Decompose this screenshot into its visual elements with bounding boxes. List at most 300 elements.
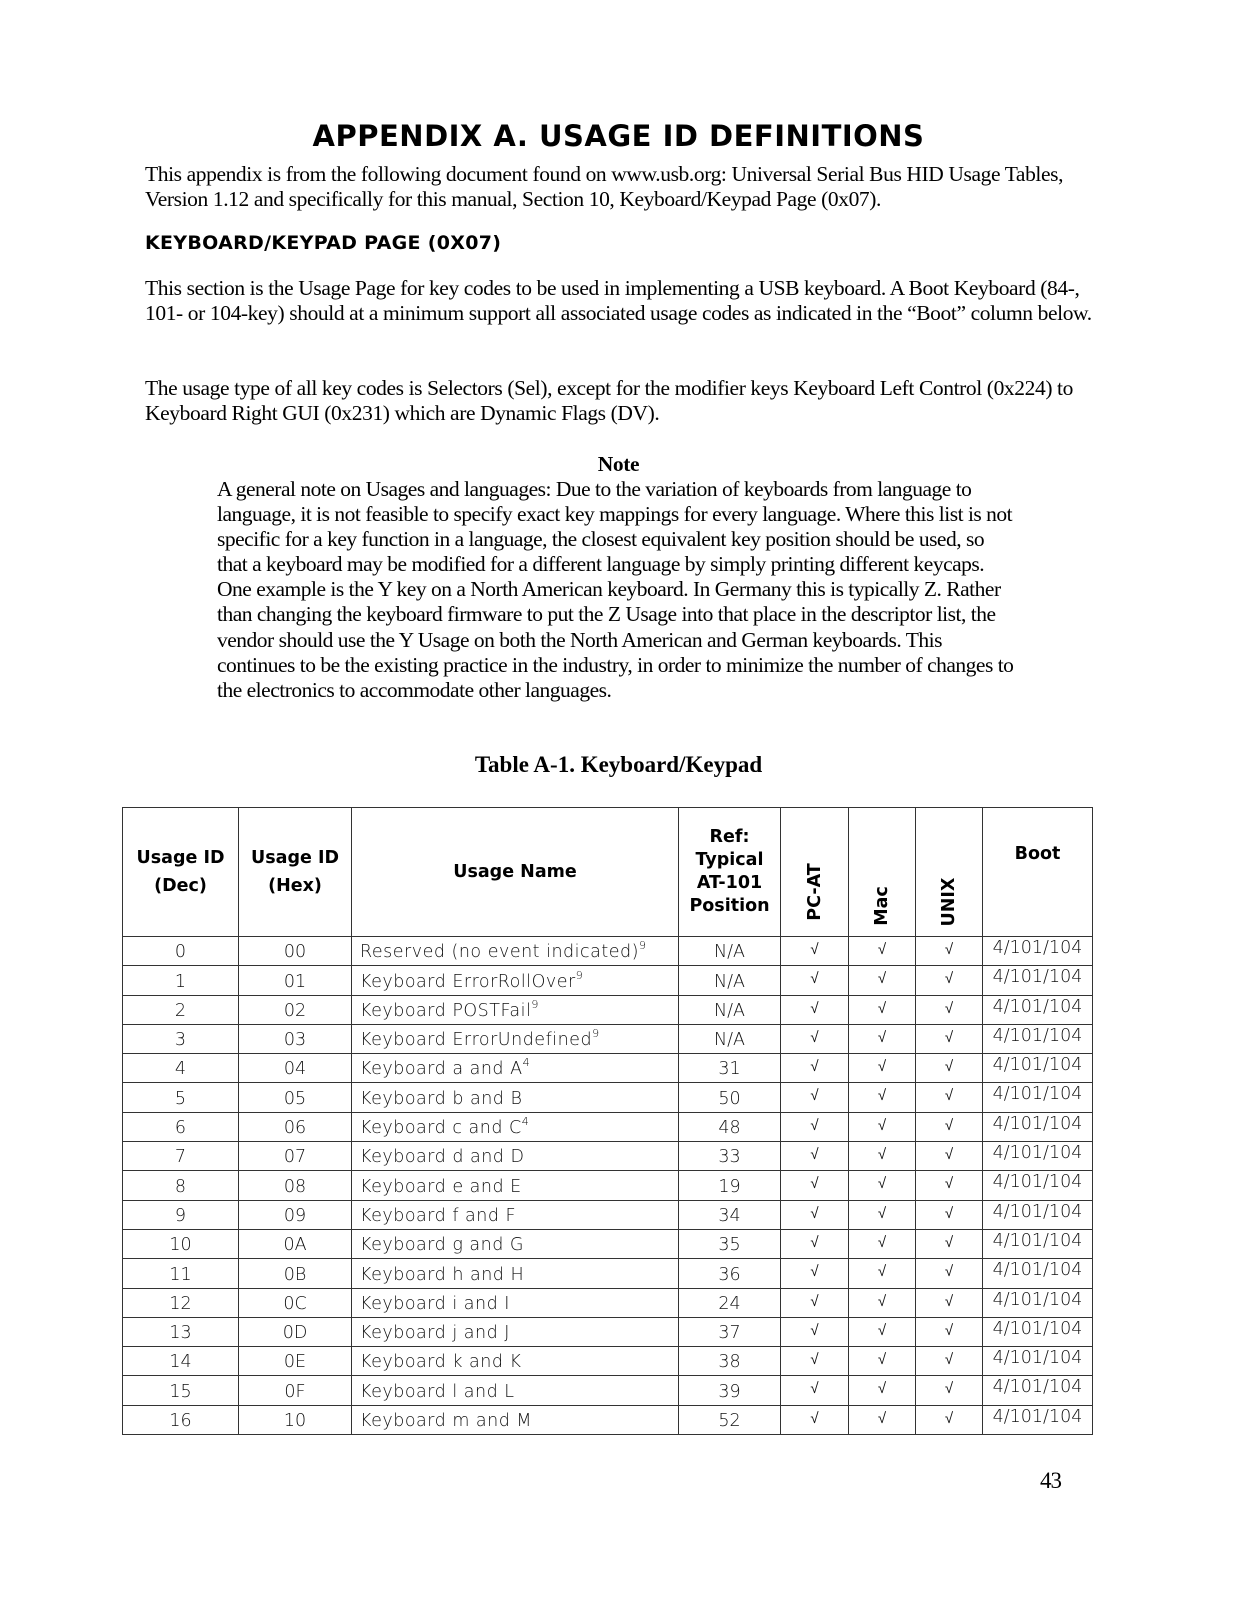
cell-boot-text: 4/101/104	[992, 1172, 1083, 1193]
cell-mac	[849, 1288, 916, 1317]
table-row	[123, 1200, 1093, 1229]
cell-unix-text: √	[944, 940, 954, 958]
cell-usage-name-text: Keyboard k and K	[360, 1352, 522, 1373]
cell-usage-id-hex	[239, 995, 352, 1024]
cell-mac	[849, 966, 916, 995]
cell-ref-position-text: 48	[718, 1118, 741, 1139]
cell-pc-at-text: √	[810, 1145, 819, 1164]
header-usage-id-hex-line1: Usage ID	[251, 848, 339, 868]
header-usage-name: Usage Name	[352, 808, 679, 937]
cell-usage-name-text: Keyboard b and B	[360, 1088, 523, 1109]
cell-ref-position-text: N/A	[714, 1000, 745, 1021]
cell-usage-id-hex	[239, 1024, 352, 1053]
cell-boot-text: 4/101/104	[992, 1318, 1083, 1339]
cell-unix	[916, 1024, 983, 1053]
cell-mac-text: √	[877, 1232, 887, 1251]
header-ref-position	[679, 808, 781, 937]
cell-mac	[849, 1317, 916, 1346]
cell-usage-name-text: Keyboard ErrorUndefined	[360, 1030, 593, 1051]
cell-pc-at-text: √	[810, 969, 819, 988]
cell-unix	[916, 1317, 983, 1346]
footnote-marker: 9	[638, 939, 647, 953]
cell-unix-text: √	[944, 1232, 954, 1251]
cell-unix-text: √	[944, 1262, 954, 1281]
cell-pc-at-text: √	[810, 1262, 819, 1281]
cell-usage-id-hex	[239, 1376, 352, 1405]
cell-usage-id-dec-text: 16	[169, 1411, 192, 1432]
cell-mac-text: √	[877, 1057, 887, 1076]
cell-unix-text: √	[944, 1115, 954, 1134]
footnote-marker: 9	[575, 968, 584, 982]
table-row	[123, 1405, 1093, 1434]
cell-boot	[983, 1347, 1093, 1376]
cell-ref-position-text: 37	[718, 1323, 741, 1344]
cell-usage-name-text: Keyboard l and L	[360, 1381, 515, 1402]
table-row	[123, 1054, 1093, 1083]
table-row	[123, 1112, 1093, 1141]
cell-ref-position-text: 31	[718, 1059, 741, 1080]
cell-boot-text: 4/101/104	[992, 996, 1083, 1017]
cell-pc-at	[781, 1259, 849, 1288]
header-usage-id-dec-line2: (Dec)	[154, 876, 207, 896]
cell-mac	[849, 1112, 916, 1141]
cell-ref-position-text: 35	[718, 1235, 741, 1256]
footnote-marker: 4	[522, 1056, 531, 1070]
footnote-marker: 4	[521, 1115, 530, 1129]
cell-usage-id-hex	[239, 937, 352, 966]
cell-usage-name	[352, 937, 679, 966]
cell-boot-text: 4/101/104	[992, 1201, 1083, 1222]
cell-mac-text: √	[877, 1291, 887, 1310]
header-ref-line3: AT-101	[696, 873, 763, 893]
header-usage-id-hex-line2: (Hex)	[268, 876, 322, 896]
cell-pc-at	[781, 1083, 849, 1112]
table-row	[123, 1083, 1093, 1112]
cell-ref-position-text: N/A	[714, 1030, 745, 1051]
cell-boot	[983, 1229, 1093, 1258]
cell-usage-name	[352, 1112, 679, 1141]
cell-usage-id-hex-text: 00	[283, 942, 307, 963]
page-title: APPENDIX A. USAGE ID DEFINITIONS	[312, 119, 925, 154]
cell-usage-id-hex	[239, 1171, 352, 1200]
header-ref-line4: Position	[689, 896, 770, 916]
cell-boot-text: 4/101/104	[992, 1055, 1083, 1076]
cell-usage-id-dec	[123, 1317, 239, 1346]
header-pc-at-label: PC-AT	[804, 863, 825, 921]
cell-boot-text: 4/101/104	[992, 938, 1083, 958]
cell-usage-id-dec	[123, 1142, 239, 1171]
cell-usage-name	[352, 1024, 679, 1053]
cell-usage-id-dec	[123, 1024, 239, 1053]
cell-unix	[916, 1142, 983, 1171]
cell-usage-id-hex-text: 0F	[284, 1381, 306, 1402]
cell-usage-id-hex	[239, 1054, 352, 1083]
cell-ref-position-text: 36	[718, 1264, 741, 1285]
cell-usage-id-dec-text: 8	[174, 1176, 187, 1197]
cell-usage-name	[352, 1171, 679, 1200]
table-caption: Table A-1. Keyboard/Keypad	[474, 752, 763, 777]
table-row	[123, 1288, 1093, 1317]
cell-boot	[983, 1083, 1093, 1112]
table-row	[123, 1229, 1093, 1258]
cell-usage-name-text: Keyboard ErrorRollOver	[360, 971, 576, 992]
cell-usage-name	[352, 1259, 679, 1288]
cell-usage-name	[352, 1347, 679, 1376]
cell-unix-text: √	[944, 1203, 954, 1222]
cell-ref-position	[679, 1200, 781, 1229]
cell-unix-text: √	[944, 1057, 954, 1076]
cell-mac-text: √	[877, 1320, 887, 1339]
cell-usage-id-hex-text: 0D	[282, 1323, 308, 1344]
usage-table	[122, 807, 1093, 1435]
cell-unix	[916, 1376, 983, 1405]
cell-mac	[849, 995, 916, 1024]
cell-unix-text: √	[944, 1027, 954, 1046]
cell-boot-text: 4/101/104	[992, 1377, 1083, 1398]
cell-pc-at	[781, 1142, 849, 1171]
cell-usage-id-dec-text: 14	[169, 1352, 192, 1373]
table-row	[123, 1259, 1093, 1288]
cell-mac	[849, 1259, 916, 1288]
cell-pc-at	[781, 937, 849, 966]
header-unix	[916, 808, 983, 937]
cell-ref-position-text: 19	[718, 1176, 741, 1197]
cell-usage-name	[352, 966, 679, 995]
table-row	[123, 1024, 1093, 1053]
cell-usage-id-dec	[123, 1376, 239, 1405]
cell-boot	[983, 1376, 1093, 1405]
cell-usage-id-hex-text: 08	[283, 1176, 307, 1197]
footnote-marker: 9	[592, 1027, 600, 1041]
cell-usage-id-dec	[123, 1259, 239, 1288]
cell-usage-id-hex-text: 02	[283, 1000, 307, 1021]
cell-usage-id-dec-text: 15	[169, 1381, 192, 1402]
cell-ref-position-text: 39	[718, 1381, 741, 1402]
cell-usage-id-dec-text: 7	[174, 1147, 187, 1168]
cell-usage-name-text: Keyboard a and A	[360, 1059, 523, 1080]
cell-pc-at	[781, 1405, 849, 1434]
cell-boot	[983, 1288, 1093, 1317]
cell-pc-at-text: √	[810, 1174, 819, 1193]
cell-pc-at-text: √	[810, 1027, 819, 1046]
cell-unix-text: √	[944, 1320, 954, 1339]
cell-pc-at	[781, 995, 849, 1024]
header-boot: Boot	[983, 808, 1093, 937]
cell-unix	[916, 1171, 983, 1200]
cell-ref-position	[679, 1376, 781, 1405]
cell-mac-text: √	[877, 940, 887, 958]
cell-usage-id-dec	[123, 1200, 239, 1229]
cell-pc-at	[781, 1229, 849, 1258]
cell-usage-name-text: Keyboard POSTFail	[360, 1000, 532, 1021]
cell-ref-position-text: N/A	[714, 942, 745, 963]
cell-ref-position	[679, 937, 781, 966]
cell-usage-id-dec-text: 0	[174, 942, 187, 963]
cell-usage-id-dec	[123, 1054, 239, 1083]
cell-pc-at-text: √	[810, 1350, 819, 1369]
cell-usage-name-text: Keyboard d and D	[360, 1147, 525, 1168]
cell-usage-id-dec-text: 5	[174, 1088, 187, 1109]
cell-usage-id-dec-text: 11	[169, 1264, 192, 1285]
cell-boot-text: 4/101/104	[992, 1406, 1083, 1427]
table-header-row	[123, 808, 1093, 937]
cell-unix-text: √	[944, 998, 954, 1017]
cell-pc-at-text: √	[810, 1408, 819, 1427]
cell-mac	[849, 1405, 916, 1434]
cell-usage-id-dec	[123, 1112, 239, 1141]
cell-pc-at-text: √	[810, 1086, 819, 1105]
cell-ref-position-text: 52	[718, 1411, 741, 1432]
cell-ref-position	[679, 1083, 781, 1112]
cell-usage-id-hex	[239, 966, 352, 995]
cell-ref-position	[679, 1405, 781, 1434]
cell-usage-id-hex	[239, 1142, 352, 1171]
cell-usage-name	[352, 1083, 679, 1112]
cell-mac-text: √	[877, 1027, 887, 1046]
cell-ref-position	[679, 1024, 781, 1053]
cell-usage-id-hex	[239, 1083, 352, 1112]
cell-usage-id-dec	[123, 937, 239, 966]
cell-ref-position	[679, 1347, 781, 1376]
header-ref-line2: Typical	[695, 850, 764, 870]
header-unix-label: UNIX	[939, 877, 959, 927]
cell-mac	[849, 1171, 916, 1200]
cell-ref-position	[679, 1142, 781, 1171]
cell-pc-at-text: √	[810, 1057, 819, 1076]
cell-boot-text: 4/101/104	[992, 1260, 1083, 1281]
cell-unix	[916, 966, 983, 995]
cell-unix	[916, 1054, 983, 1083]
cell-usage-name-text: Keyboard h and H	[360, 1264, 525, 1285]
header-pc-at	[781, 808, 849, 937]
cell-ref-position	[679, 1288, 781, 1317]
cell-mac-text: √	[877, 1350, 887, 1369]
cell-mac-text: √	[877, 1203, 887, 1222]
cell-usage-name	[352, 1054, 679, 1083]
cell-usage-id-hex-text: 01	[283, 971, 307, 992]
cell-mac	[849, 1229, 916, 1258]
cell-unix-text: √	[944, 1086, 954, 1105]
page-number: 43	[1040, 1468, 1061, 1493]
cell-ref-position	[679, 966, 781, 995]
cell-usage-name	[352, 995, 679, 1024]
cell-unix	[916, 1405, 983, 1434]
cell-unix	[916, 1112, 983, 1141]
note-body: A general note on Usages and languages: Due to the variation of keyboards from language to language, it is not feasible to specify exact key mappings for every language. Where this list is not specific for a key function in a language, the closest equivalent key position should be used, so that a keyboard may be modified for a different language by simply printing different keycaps. One example is the Y key on a North American keyboard. In Germany this is typically Z. Rather than changing the keyboard firmware to put the Z Usage into that place in the descriptor list, the vendor should use the Y Usage on both the North American and German keyboards. This continues to be the existing practice in the industry, in order to minimize the number of changes to the electronics to accommodate other languages.	[217, 477, 1014, 702]
cell-ref-position	[679, 1171, 781, 1200]
intro-paragraph: This appendix is from the following document found on www.usb.org: Universal Serial Bus HID Usage Tables, Version 1.12 and specifically for this manual, Section 10, Keyboard/Keypad Page (0x07).	[145, 162, 1064, 211]
cell-unix-text: √	[944, 1291, 954, 1310]
header-usage-id-dec	[123, 808, 239, 937]
cell-mac	[849, 1347, 916, 1376]
cell-usage-name-text: Keyboard g and G	[360, 1235, 524, 1256]
cell-usage-id-hex	[239, 1229, 352, 1258]
cell-boot	[983, 1142, 1093, 1171]
cell-usage-id-dec-text: 13	[169, 1323, 192, 1344]
cell-usage-id-dec	[123, 1405, 239, 1434]
cell-usage-name-text: Keyboard e and E	[360, 1176, 522, 1197]
header-usage-id-hex	[239, 808, 352, 937]
cell-usage-name-text: Keyboard c and C	[360, 1118, 522, 1139]
cell-mac-text: √	[877, 1408, 887, 1427]
cell-unix	[916, 995, 983, 1024]
cell-usage-name	[352, 1200, 679, 1229]
cell-usage-id-hex-text: 10	[283, 1411, 307, 1432]
cell-usage-id-dec-text: 6	[174, 1118, 187, 1139]
table-row	[123, 1376, 1093, 1405]
cell-usage-id-dec	[123, 1229, 239, 1258]
cell-usage-id-dec	[123, 1171, 239, 1200]
cell-mac-text: √	[877, 1262, 887, 1281]
cell-boot-text: 4/101/104	[992, 967, 1083, 988]
cell-pc-at	[781, 1288, 849, 1317]
cell-boot	[983, 1405, 1093, 1434]
cell-usage-id-dec-text: 4	[174, 1059, 187, 1080]
cell-usage-id-hex-text: 03	[283, 1030, 307, 1051]
cell-usage-id-hex	[239, 1405, 352, 1434]
table-row	[123, 1171, 1093, 1200]
cell-usage-id-hex-text: 04	[283, 1059, 307, 1080]
cell-pc-at	[781, 1317, 849, 1346]
cell-pc-at	[781, 1171, 849, 1200]
cell-unix	[916, 1347, 983, 1376]
cell-usage-id-hex	[239, 1259, 352, 1288]
cell-usage-id-hex	[239, 1200, 352, 1229]
cell-mac-text: √	[877, 1174, 887, 1193]
cell-pc-at-text: √	[810, 1203, 819, 1222]
cell-pc-at-text: √	[810, 1291, 819, 1310]
cell-ref-position	[679, 1317, 781, 1346]
cell-usage-id-dec-text: 10	[169, 1235, 192, 1256]
cell-ref-position	[679, 1112, 781, 1141]
cell-ref-position-text: N/A	[714, 971, 745, 992]
cell-unix-text: √	[944, 1350, 954, 1369]
body-paragraph-2: The usage type of all key codes is Selectors (Sel), except for the modifier keys Keyboard Left Control (0x224) to Keyboard Right GUI (0x231) which are Dynamic Flags (DV).	[145, 376, 1073, 425]
cell-boot-text: 4/101/104	[992, 1289, 1083, 1310]
cell-pc-at	[781, 1347, 849, 1376]
cell-usage-name	[352, 1405, 679, 1434]
cell-ref-position	[679, 1259, 781, 1288]
cell-pc-at-text: √	[810, 940, 819, 958]
cell-boot	[983, 1054, 1093, 1083]
cell-unix	[916, 1200, 983, 1229]
header-mac-label: Mac	[872, 886, 892, 926]
cell-pc-at	[781, 1024, 849, 1053]
table-row	[123, 1142, 1093, 1171]
cell-unix-text: √	[944, 1408, 954, 1427]
cell-unix	[916, 937, 983, 966]
cell-boot	[983, 995, 1093, 1024]
cell-usage-name-text: Keyboard i and I	[360, 1293, 510, 1314]
footnote-marker: 9	[531, 997, 539, 1011]
cell-boot-text: 4/101/104	[992, 1348, 1083, 1369]
cell-pc-at-text: √	[810, 1320, 819, 1339]
table-row	[123, 1347, 1093, 1376]
cell-ref-position-text: 50	[718, 1088, 741, 1109]
header-mac	[849, 808, 916, 937]
table-row	[123, 966, 1093, 995]
cell-mac-text: √	[877, 998, 887, 1017]
cell-usage-id-hex-text: 0E	[283, 1352, 307, 1373]
cell-ref-position-text: 34	[718, 1205, 741, 1226]
cell-unix-text: √	[944, 969, 954, 988]
cell-usage-name	[352, 1376, 679, 1405]
table-body	[123, 937, 1093, 1435]
cell-mac	[849, 1054, 916, 1083]
cell-mac	[849, 1024, 916, 1053]
cell-unix	[916, 1288, 983, 1317]
cell-unix-text: √	[944, 1174, 954, 1193]
note-title: Note	[597, 452, 640, 476]
cell-boot-text: 4/101/104	[992, 1025, 1083, 1046]
cell-boot	[983, 1171, 1093, 1200]
cell-usage-id-hex-text: 0B	[283, 1264, 307, 1285]
cell-usage-id-dec-text: 9	[174, 1205, 187, 1226]
cell-pc-at	[781, 1376, 849, 1405]
cell-pc-at	[781, 1200, 849, 1229]
cell-usage-name-text: Keyboard j and J	[360, 1323, 510, 1344]
cell-usage-name	[352, 1317, 679, 1346]
header-ref-line1: Ref:	[709, 827, 750, 847]
cell-pc-at-text: √	[810, 1115, 819, 1134]
cell-usage-id-dec	[123, 966, 239, 995]
cell-usage-id-dec-text: 3	[174, 1030, 187, 1051]
cell-pc-at-text: √	[810, 998, 819, 1017]
cell-usage-id-dec	[123, 1288, 239, 1317]
table-row	[123, 937, 1093, 966]
cell-boot-text: 4/101/104	[992, 1230, 1083, 1251]
cell-usage-name-text: Reserved (no event indicated)	[360, 942, 639, 963]
cell-unix	[916, 1259, 983, 1288]
cell-ref-position	[679, 995, 781, 1024]
cell-usage-id-dec	[123, 995, 239, 1024]
cell-mac	[849, 937, 916, 966]
cell-mac	[849, 1200, 916, 1229]
cell-boot	[983, 966, 1093, 995]
cell-usage-id-dec-text: 12	[169, 1293, 192, 1314]
cell-boot	[983, 1024, 1093, 1053]
cell-usage-name	[352, 1288, 679, 1317]
cell-usage-id-hex-text: 05	[283, 1088, 307, 1109]
cell-usage-id-hex-text: 09	[283, 1205, 307, 1226]
cell-usage-id-hex-text: 06	[283, 1118, 307, 1139]
cell-usage-id-hex	[239, 1317, 352, 1346]
cell-mac	[849, 1083, 916, 1112]
cell-ref-position-text: 33	[718, 1147, 741, 1168]
cell-usage-id-hex-text: 0A	[283, 1235, 307, 1256]
cell-unix-text: √	[944, 1379, 954, 1398]
cell-mac	[849, 1376, 916, 1405]
cell-mac	[849, 1142, 916, 1171]
cell-usage-id-hex-text: 0C	[283, 1293, 307, 1314]
cell-unix	[916, 1083, 983, 1112]
cell-pc-at	[781, 1112, 849, 1141]
cell-ref-position	[679, 1229, 781, 1258]
cell-mac-text: √	[877, 969, 887, 988]
cell-ref-position-text: 38	[718, 1352, 741, 1373]
cell-pc-at	[781, 1054, 849, 1083]
cell-usage-id-dec	[123, 1083, 239, 1112]
header-usage-id-dec-line1: Usage ID	[136, 848, 225, 868]
cell-boot	[983, 1317, 1093, 1346]
cell-ref-position-text: 24	[718, 1293, 741, 1314]
cell-usage-id-hex	[239, 1112, 352, 1141]
cell-usage-name	[352, 1142, 679, 1171]
cell-mac-text: √	[877, 1086, 887, 1105]
cell-boot	[983, 1200, 1093, 1229]
cell-boot	[983, 937, 1093, 966]
cell-usage-id-hex	[239, 1347, 352, 1376]
